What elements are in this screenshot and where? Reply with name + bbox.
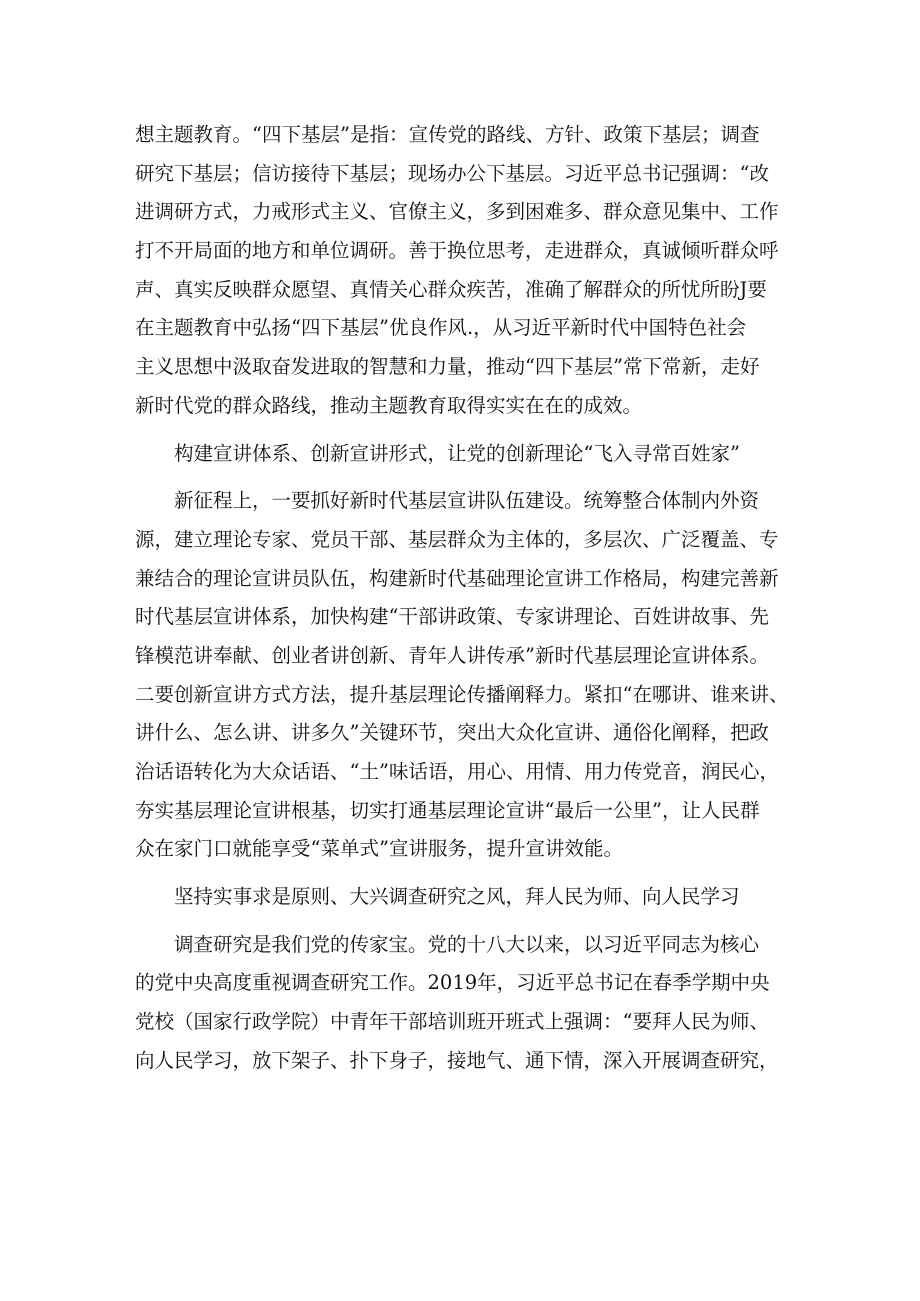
text-line: 二要创新宣讲方式方法，提升基层理论传播阐释力。紧扣“在哪讲、谁来讲、: [135, 682, 789, 706]
text-line: 时代基层宣讲体系，加快构建“干部讲政策、专家讲理论、百姓讲故事、先: [135, 605, 769, 629]
text-line: 新征程上，一要抓好新时代基层宣讲队伍建设。统筹整合体制内外资: [174, 489, 760, 513]
text-line: 在主题教育中弘扬“四下基层”优良作风.，从习近平新时代中国特色社会: [135, 316, 747, 340]
body-paragraph: [135, 116, 805, 426]
text-line: 声、真实反映群众愿望、真情关心群众疾苦，准确了解群众的所忧所盼J要: [135, 277, 767, 301]
text-line: 向人民学习，放下架子、扑下身子，接地气、通下情，深入开展调查研究，: [135, 1048, 779, 1072]
text-line: 党校（国家行政学院）中青年干部培训班开班式上强调：“要拜人民为师、: [135, 1010, 769, 1034]
text-line: 源，建立理论专家、党员干部、基层群众为主体的，多层次、广泛覆盖、专: [135, 527, 779, 551]
text-line: 坚持实事求是原则、大兴调查研究之风，拜人民为师、向人民学习: [174, 885, 740, 909]
text-line: 主义思想中汲取奋发进取的智慧和力量，推动“四下基层”常下常新，走好: [135, 355, 760, 379]
text-line: 打不开局面的地方和单位调研。善于换位思考，走进群众，真诚倾听群众呼: [135, 239, 779, 263]
text-line: 讲什么、怎么讲、讲多久”关键环节，突出大众化宣讲、通俗化阐释，把政: [135, 721, 769, 745]
section-heading: [135, 878, 805, 917]
body-paragraph: [135, 926, 805, 1081]
text-line: 的党中央高度重视调查研究工作。2019年，习近平总书记在春季学期中央: [135, 971, 770, 995]
text-line: 构建宣讲体系、创新宣讲形式，让党的创新理论“飞入寻常百姓家”: [174, 441, 740, 465]
body-paragraph: [135, 482, 805, 869]
text-line: 夯实基层理论宣讲根基，切实打通基层理论宣讲“最后一公里”，让人民群: [135, 798, 760, 822]
text-line: 众在家门口就能享受“菜单式”宣讲服务，提升宣讲效能。: [135, 837, 623, 861]
text-line: 调查研究是我们党的传家宝。党的十八大以来，以习近平同志为核心: [174, 932, 760, 956]
document-page: [135, 116, 805, 1081]
text-line: 兼结合的理论宣讲员队伍，构建新时代基础理论宣讲工作格局，构建完善新: [135, 566, 779, 590]
text-line: 锋模范讲奉献、创业者讲创新、青年人讲传承”新时代基层理论宣讲体系。: [135, 643, 769, 667]
text-line: 研究下基层；信访接待下基层；现场办公下基层。习近平总书记强调：“改: [135, 161, 769, 185]
text-line: 新时代党的群众路线，推动主题教育取得实实在在的成效。: [135, 393, 643, 417]
text-line: 进调研方式，力戒形式主义、官僚主义，多到困难多、群众意见集中、工作: [135, 200, 779, 224]
section-heading: [135, 435, 805, 474]
text-line: 想主题教育。“四下基层”是指：宣传党的路线、方针、政策下基层；调查: [135, 123, 760, 146]
text-line: 治话语转化为大众话语、“土”味话语，用心、用情、用力传党音，润民心，: [135, 760, 779, 783]
